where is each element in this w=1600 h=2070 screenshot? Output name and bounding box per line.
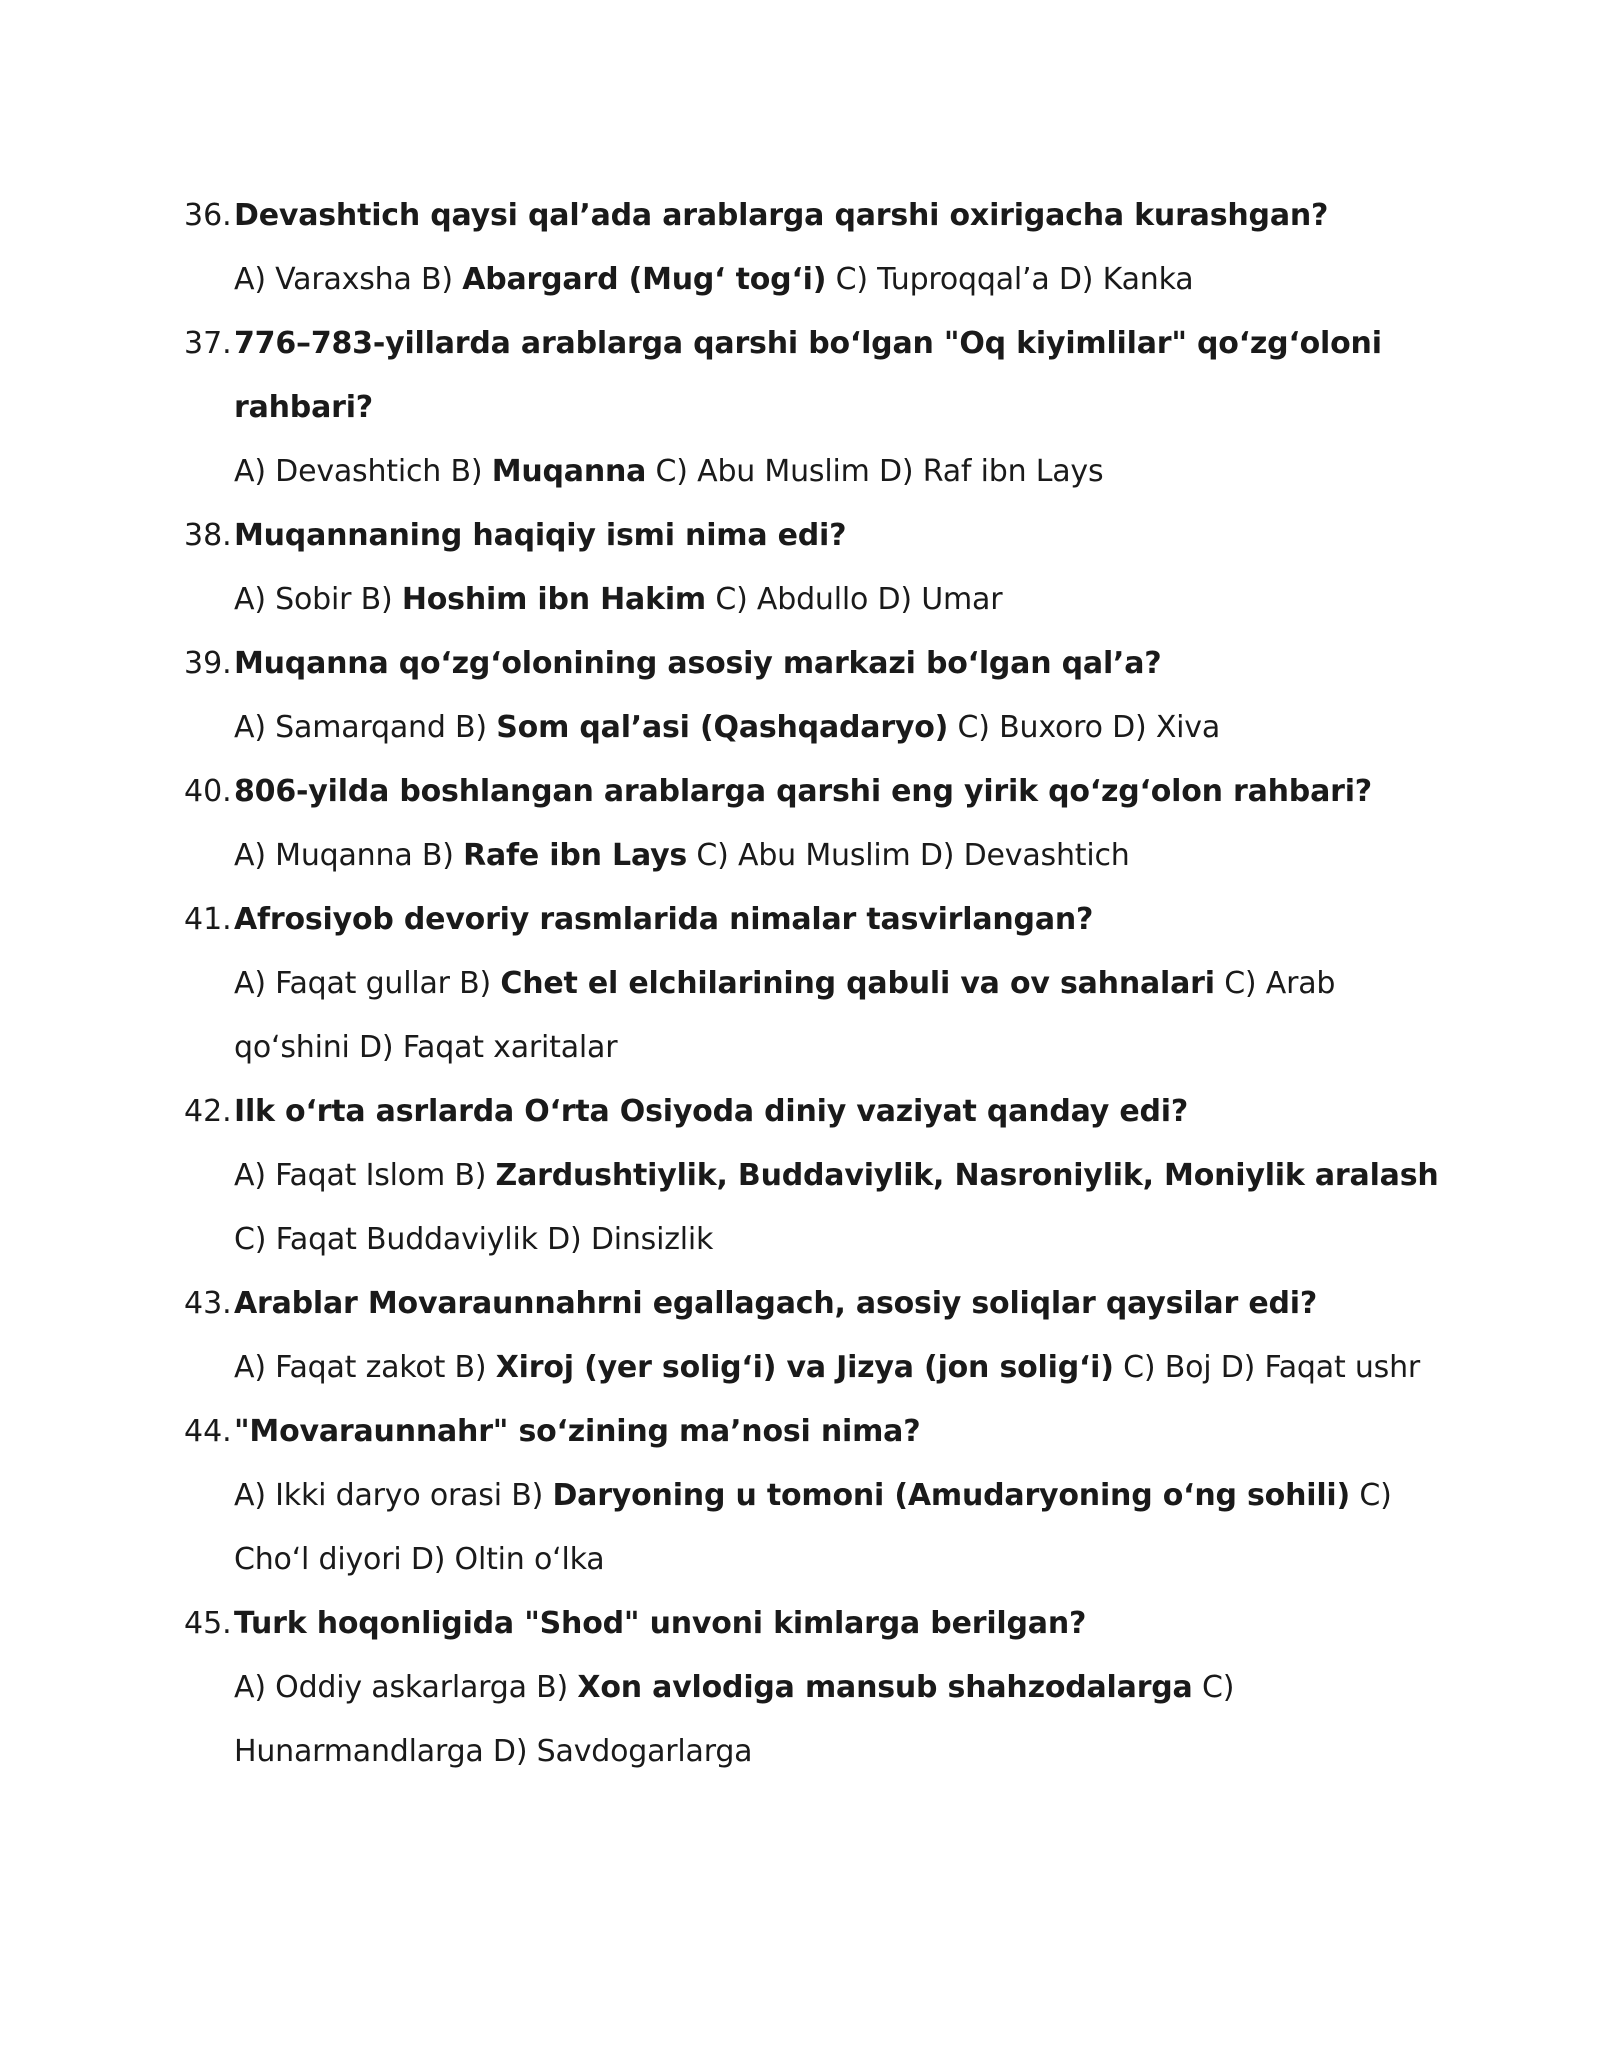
option-b-label: B) — [420, 262, 453, 297]
option-b-label: B) — [459, 966, 492, 1001]
option-b-label: B) — [455, 710, 487, 745]
question-text: Devashtich qaysi qal’ada arablarga qarshi oxirigacha kurashgan? — [234, 198, 1329, 233]
answer-options — [234, 952, 1444, 1080]
option-a: A) Varaxsha — [234, 262, 412, 297]
question-text: Arablar Movaraunnahrni egallagach, asosiy soliqlar qaysilar edi? — [234, 1286, 1318, 1321]
option-a: A) Muqanna — [234, 838, 413, 873]
question-item-43 — [184, 1272, 1444, 1400]
option-b-label: B) — [511, 1478, 544, 1513]
question-number: 37. — [184, 326, 232, 361]
option-b-label: B) — [454, 1350, 487, 1385]
option-b-answer: Muqanna — [491, 454, 647, 489]
question-number: 39. — [184, 646, 232, 681]
option-a: A) Oddiy askarlarga — [234, 1670, 527, 1705]
question-number: 41. — [184, 902, 232, 937]
question-number: 43. — [184, 1286, 232, 1321]
question-item-45 — [184, 1592, 1444, 1784]
question-number: 44. — [184, 1414, 232, 1449]
option-b-answer: Abargard (Mug‘ tog‘i) — [462, 262, 827, 297]
answer-options — [234, 696, 1444, 760]
options-rest: C) Abu Muslim D) Devashtich — [696, 838, 1130, 873]
options-rest: C) Abu Muslim D) Raf ibn Lays — [655, 454, 1104, 489]
option-a: A) Samarqand — [234, 710, 446, 745]
options-rest: C) Hunarmandlarga D) Savdogarlarga — [234, 1670, 1235, 1769]
options-rest: C) Tuproqqal’a D) Kanka — [835, 262, 1194, 297]
option-b-label: B) — [536, 1670, 569, 1705]
options-rest: C) Cho‘l diyori D) Oltin o‘lka — [234, 1478, 1392, 1577]
option-a: A) Faqat gullar — [234, 966, 450, 1001]
option-b-label: B) — [360, 582, 393, 617]
option-b-label: B) — [421, 838, 454, 873]
option-a: A) Faqat zakot — [234, 1350, 446, 1385]
question-item-37 — [184, 312, 1444, 504]
question-item-40 — [184, 760, 1444, 888]
option-b-answer: Chet el elchilarining qabuli va ov sahnalari — [500, 966, 1215, 1001]
question-text: Ilk o‘rta asrlarda O‘rta Osiyoda diniy vaziyat qanday edi? — [234, 1094, 1189, 1129]
question-number: 42. — [184, 1094, 232, 1129]
option-b-answer: Hoshim ibn Hakim — [401, 582, 706, 617]
answer-options — [234, 568, 1444, 632]
answer-options — [234, 440, 1444, 504]
option-a: A) Ikki daryo orasi — [234, 1478, 502, 1513]
answer-options — [234, 1656, 1444, 1784]
option-a: A) Devashtich — [234, 454, 442, 489]
question-text: Afrosiyob devoriy rasmlarida nimalar tasvirlangan? — [234, 902, 1094, 937]
question-item-38 — [184, 504, 1444, 632]
question-text: 776–783-yillarda arablarga qarshi bo‘lgan "Oq kiyimlilar" qo‘zg‘oloni rahbari? — [234, 326, 1382, 425]
question-list — [184, 184, 1444, 1784]
option-b-answer: Xon avlodiga mansub shahzodalarga — [577, 1670, 1193, 1705]
question-text: Turk hoqonligida "Shod" unvoni kimlarga berilgan? — [234, 1606, 1087, 1641]
question-item-41 — [184, 888, 1444, 1080]
option-b-answer: Daryoning u tomoni (Amudaryoning o‘ng sohili) — [552, 1478, 1350, 1513]
options-rest: C) Faqat Buddaviylik D) Dinsizlik — [234, 1222, 714, 1257]
question-number: 38. — [184, 518, 232, 553]
options-rest: C) Abdullo D) Umar — [715, 582, 1003, 617]
answer-options — [234, 1464, 1444, 1592]
question-number: 36. — [184, 198, 232, 233]
option-b-answer: Som qal’asi (Qashqadaryo) — [496, 710, 949, 745]
option-b-label: B) — [454, 1158, 487, 1193]
option-a: A) Faqat Islom — [234, 1158, 445, 1193]
question-item-39 — [184, 632, 1444, 760]
options-rest: C) Arab qo‘shini D) Faqat xaritalar — [234, 966, 1336, 1065]
options-rest: C) Boj D) Faqat ushr — [1123, 1350, 1421, 1385]
question-text: Muqanna qo‘zg‘olonining asosiy markazi bo‘lgan qal’a? — [234, 646, 1162, 681]
question-number: 45. — [184, 1606, 232, 1641]
option-b-answer: Zardushtiylik, Buddaviylik, Nasroniylik, Moniylik aralash — [495, 1158, 1439, 1193]
option-b-answer: Rafe ibn Lays — [463, 838, 688, 873]
options-rest: C) Buxoro D) Xiva — [957, 710, 1221, 745]
question-item-36 — [184, 184, 1444, 312]
question-number: 40. — [184, 774, 232, 809]
option-a: A) Sobir — [234, 582, 352, 617]
question-item-42 — [184, 1080, 1444, 1272]
question-text: "Movaraunnahr" so‘zining ma’nosi nima? — [234, 1414, 921, 1449]
question-text: Muqannaning haqiqiy ismi nima edi? — [234, 518, 847, 553]
question-text: 806-yilda boshlangan arablarga qarshi eng yirik qo‘zg‘olon rahbari? — [234, 774, 1373, 809]
answer-options — [234, 824, 1444, 888]
answer-options — [234, 248, 1444, 312]
answer-options — [234, 1144, 1444, 1272]
answer-options — [234, 1336, 1444, 1400]
option-b-label: B) — [450, 454, 483, 489]
option-b-answer: Xiroj (yer solig‘i) va Jizya (jon solig‘i) — [495, 1350, 1114, 1385]
question-item-44 — [184, 1400, 1444, 1592]
